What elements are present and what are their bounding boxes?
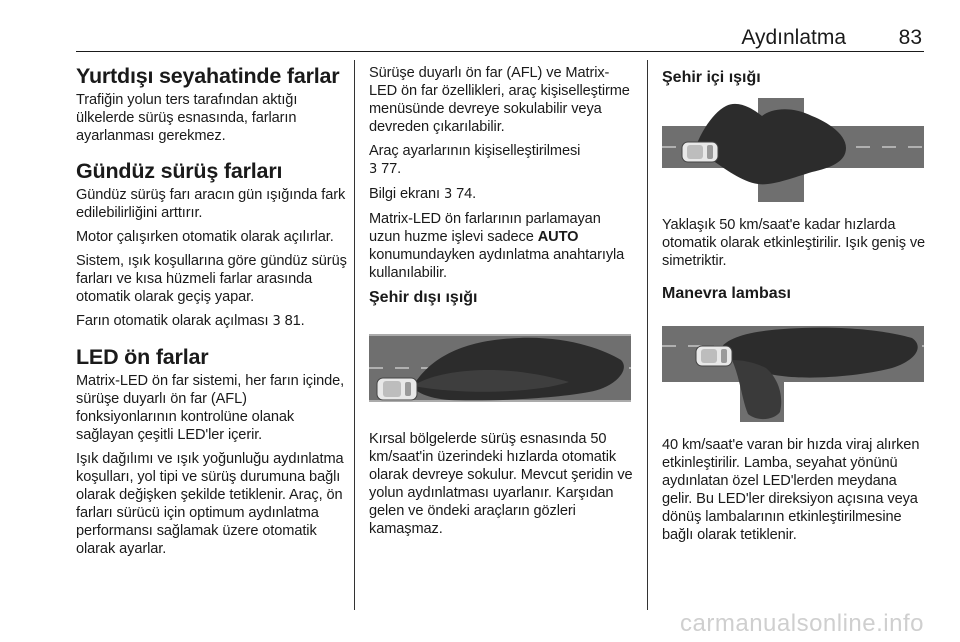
page-ref-icon[interactable]: 3 — [443, 187, 453, 202]
para-auto-mode — [369, 210, 635, 282]
page-ref-link[interactable]: 77. — [381, 161, 402, 177]
para-info-display — [369, 185, 635, 204]
para-daytime-4 — [76, 312, 348, 331]
para-daytime-2: Motor çalışırken otomatik olarak açılırlar. — [76, 229, 334, 245]
para-daytime-4-text: Farın otomatik olarak açılması — [76, 313, 269, 329]
para-town-light: Yaklaşık 50 km/saat'e kadar hızlarda otomatik olarak etkinleştirilir. Işık geniş ve simetriktir. — [662, 217, 926, 269]
illustration-town-light — [662, 98, 926, 202]
page-ref-icon[interactable]: 3 — [272, 314, 281, 329]
page-number: 83 — [898, 26, 922, 49]
illustration-country-light — [369, 320, 635, 416]
para-country-light: Kırsal bölgelerde sürüş esnasında 50 km/saat'in üzerindeki hızlarda otomatik olarak devreye sokulur. Mevcut şeridin ve yolun aydınlatması uyarlanır. Karşıdan gelen ve öndeki araçların gözleri kamaşmaz. — [369, 431, 633, 537]
car-icon — [377, 378, 417, 400]
country-light-diagram — [369, 320, 631, 416]
para-auto-post: konumundayken aydınlatma anahtarıyla kullanılabilir. — [369, 247, 625, 281]
heading-led-headlights: LED ön farlar — [76, 345, 209, 369]
watermark: carmanualsonline.info — [680, 610, 924, 637]
town-light-diagram — [662, 98, 924, 202]
heading-country-light: Şehir dışı ışığı — [369, 289, 478, 306]
para-auto-pre: Matrix-LED ön farlarının parlamayan uzun huzme işlevi sadece — [369, 211, 601, 245]
heading-manoeuvre-light: Manevra lambası — [662, 285, 791, 302]
illustration-manoeuvre-light — [662, 316, 926, 422]
column-divider-2 — [647, 60, 648, 610]
heading-daytime-lights: Gündüz sürüş farları — [76, 159, 283, 183]
para-manoeuvre-light: 40 km/saat'e varan bir hızda viraj alırken etkinleştirilir. Lamba, seyahat yönünü aydınlatan özel LED'lerden meydana gelir. Bu LED'ler direksiyon açısına veya dönüş lambalarının etkinleştirilmesine bağlı olarak tetiklenir. — [662, 437, 920, 543]
para-abroad: Trafiğin yolun ters tarafından aktığı ülkelerde sürüş esnasında, farların ayarlanması gerekmez. — [76, 92, 298, 144]
para-personalization — [369, 142, 635, 179]
page-ref-link[interactable]: 74. — [456, 186, 477, 202]
column-1 — [76, 64, 348, 564]
column-2 — [369, 64, 635, 544]
heading-town-light: Şehir içi ışığı — [662, 69, 761, 86]
para-daytime-1: Gündüz sürüş farı aracın gün ışığında fark edilebilirliğini arttırır. — [76, 187, 346, 221]
para-led-2: Işık dağılımı ve ışık yoğunluğu aydınlatma koşulları, yol tipi ve sürüş durumuna bağlı olarak değişken şekilde tetiklenir. Araç, ön farları sürücü için optimum aydınlatma performansı sağlamak üzere otomatik olarak ayarlar. — [76, 451, 344, 557]
auto-keyword: AUTO — [537, 229, 579, 245]
page-ref-link[interactable]: 81. — [284, 313, 305, 329]
column-3 — [662, 64, 926, 550]
para-afl: Sürüşe duyarlı ön far (AFL) ve Matrix-LED ön far özellikleri, araç kişiselleştirme menüsünde devreye sokulabilir veya devreden çıkarılabilir. — [369, 65, 630, 135]
heading-abroad: Yurtdışı seyahatinde farlar — [76, 64, 340, 88]
header-rule — [76, 51, 924, 52]
para-led-1: Matrix-LED ön far sistemi, her farın içinde, sürüşe duyarlı ön far (AFL) fonksiyonlarının kontrolüne olanak sağlayan çeşitli LED'ler içerir. — [76, 373, 345, 443]
car-icon — [682, 142, 718, 162]
page-ref-icon[interactable]: 3 — [369, 162, 378, 177]
manoeuvre-light-diagram — [662, 316, 924, 422]
car-icon — [696, 346, 732, 366]
para-personalization-text: Araç ayarlarının kişiselleştirilmesi — [369, 143, 581, 159]
para-info-display-text: Bilgi ekranı — [369, 186, 440, 202]
page-header — [76, 26, 924, 50]
para-daytime-3: Sistem, ışık koşullarına göre gündüz sürüş farları ve kısa hüzmeli farlar arasında otomatik olarak geçiş yapar. — [76, 253, 347, 305]
column-divider-1 — [354, 60, 355, 610]
section-title: Aydınlatma — [741, 26, 846, 49]
